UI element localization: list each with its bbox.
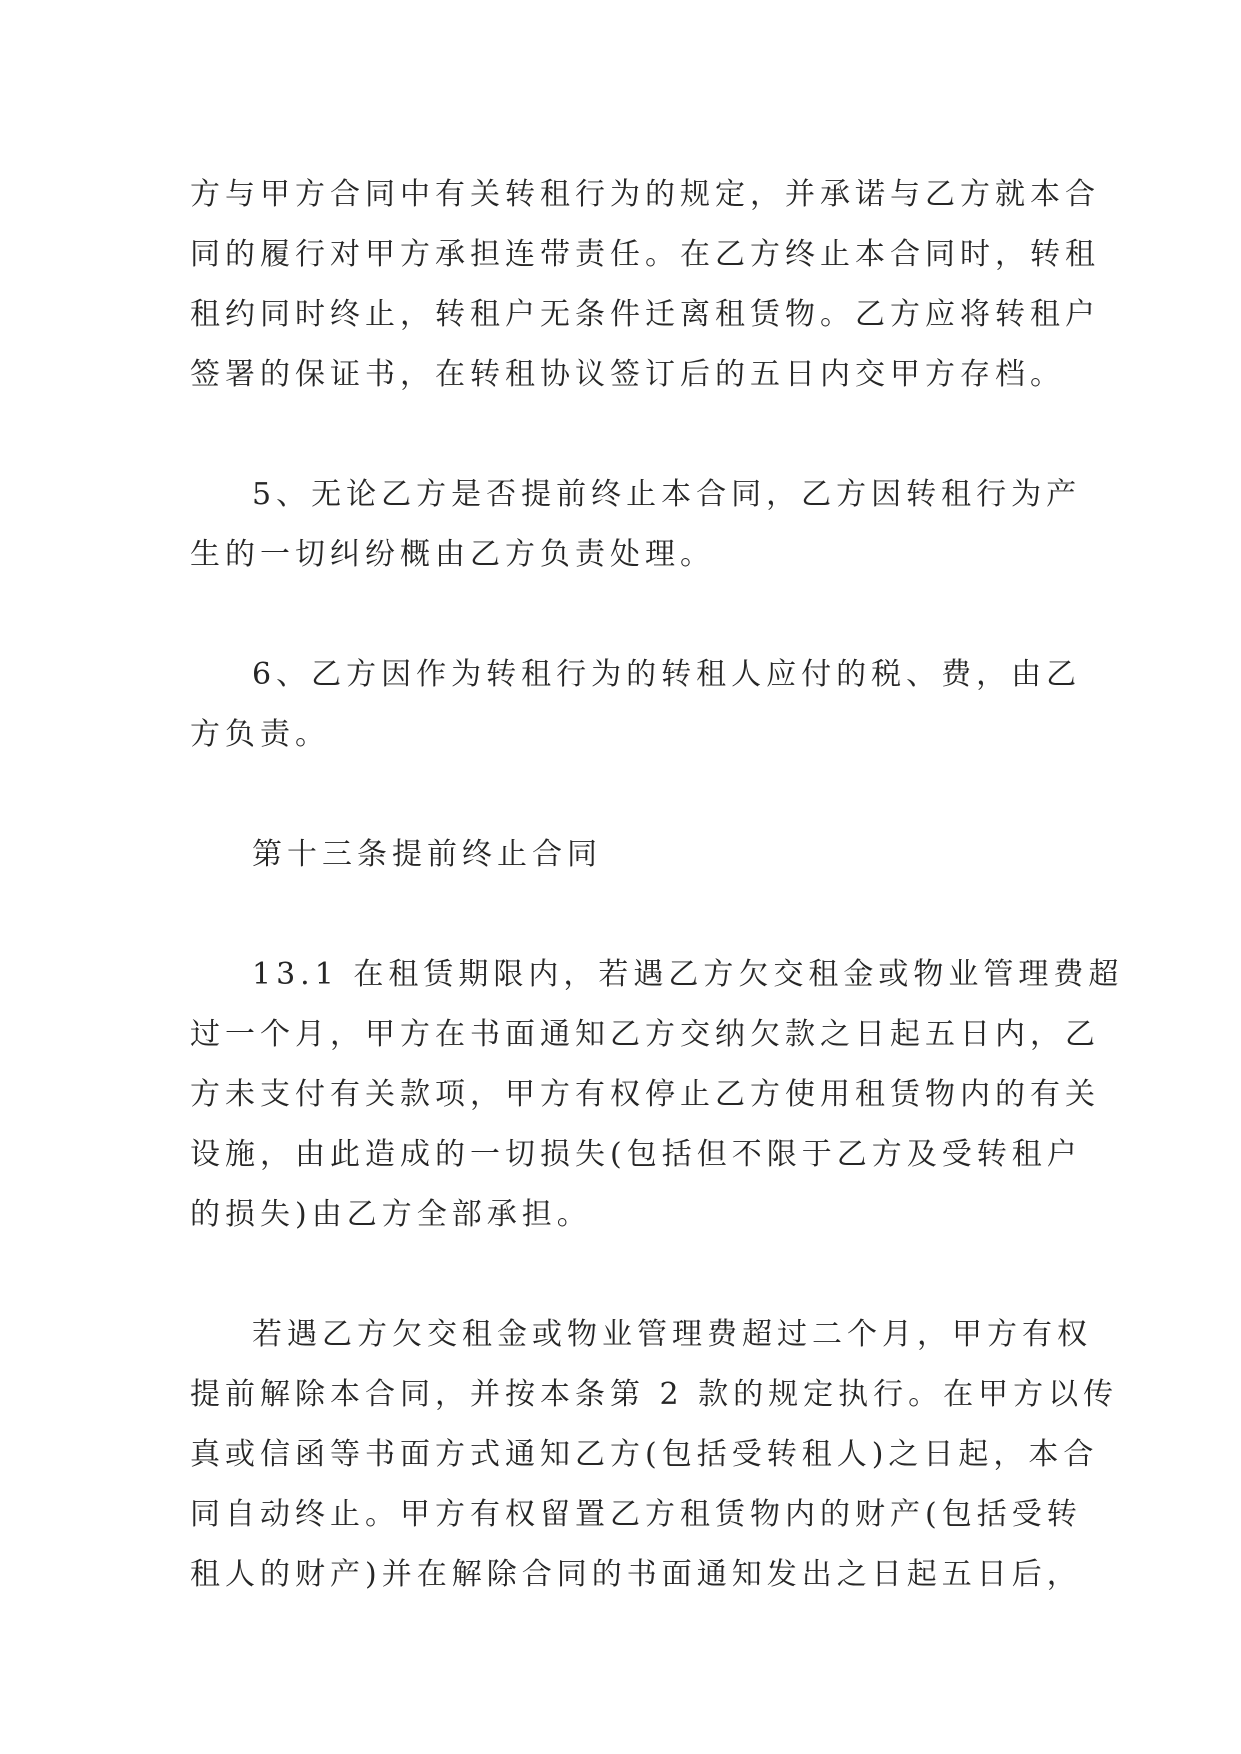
text-line: 方未支付有关款项，甲方有权停止乙方使用租赁物内的有关: [190, 1077, 1100, 1112]
article-13-heading: [190, 825, 1050, 885]
paragraph-clause-5: [190, 465, 1082, 585]
document-body: [190, 165, 1124, 1665]
paragraph-clause-13-1: [190, 945, 1124, 1245]
text-line: 13.1 在租赁期限内，若遇乙方欠交租金或物业管理费超: [252, 957, 1124, 992]
paragraph-clause-6: [190, 645, 1082, 765]
text-line: 签署的保证书，在转租协议签订后的五日内交甲方存档。: [190, 357, 1065, 392]
text-line: 同自动终止。甲方有权留置乙方租赁物内的财产(包括受转: [190, 1497, 1082, 1532]
text-line: 真或信函等书面方式通知乙方(包括受转租人)之日起，本合: [190, 1437, 1099, 1472]
text-line: 方与甲方合同中有关转租行为的规定，并承诺与乙方就本合: [190, 177, 1100, 212]
text-line: 6、乙方因作为转租行为的转租人应付的税、费，由乙: [252, 657, 1082, 692]
text-line: 生的一切纠纷概由乙方负责处理。: [190, 537, 715, 572]
text-line: 提前解除本合同，并按本条第 2 款的规定执行。在甲方以传: [190, 1377, 1119, 1412]
text-line: 租约同时终止，转租户无条件迁离租赁物。乙方应将转租户: [190, 297, 1100, 332]
paragraph-sublease-obligations: [190, 165, 1100, 405]
text-line: 过一个月，甲方在书面通知乙方交纳欠款之日起五日内，乙: [190, 1017, 1100, 1052]
heading-text: 第十三条提前终止合同: [252, 837, 602, 872]
text-line: 同的履行对甲方承担连带责任。在乙方终止本合同时，转租: [190, 237, 1100, 272]
text-line: 的损失)由乙方全部承担。: [190, 1197, 592, 1232]
paragraph-two-month-arrears: [190, 1305, 1119, 1605]
text-line: 5、无论乙方是否提前终止本合同，乙方因转租行为产: [252, 477, 1082, 512]
text-line: 设施，由此造成的一切损失(包括但不限于乙方及受转租户: [190, 1137, 1082, 1172]
text-line: 方负责。: [190, 717, 330, 752]
text-line: 若遇乙方欠交租金或物业管理费超过二个月，甲方有权: [252, 1317, 1092, 1352]
text-line: 租人的财产)并在解除合同的书面通知发出之日起五日后，: [190, 1557, 1082, 1592]
